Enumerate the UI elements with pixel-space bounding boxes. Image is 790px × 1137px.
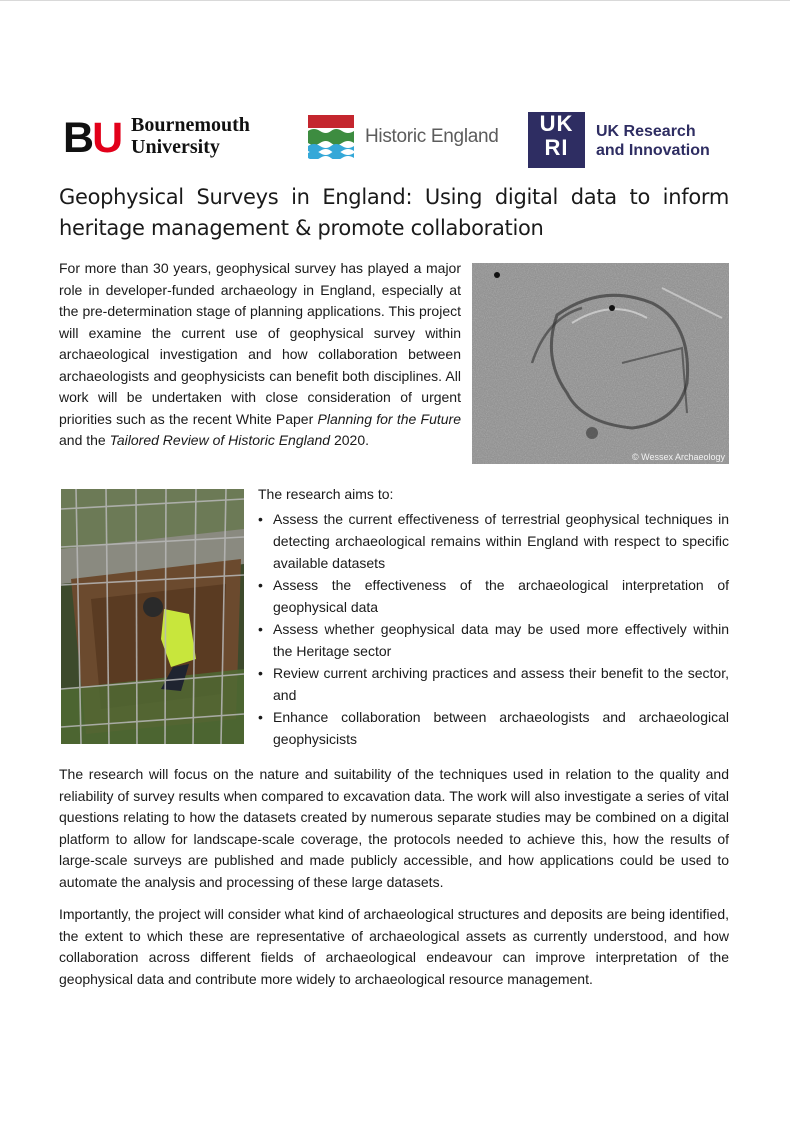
- excavation-photo: [61, 489, 244, 744]
- image-credit: © Wessex Archaeology: [631, 452, 725, 462]
- list-item: • Assess the effectiveness of the archaeological interpretation of geophysical data: [258, 574, 729, 618]
- historic-england-mark-icon: [308, 115, 354, 159]
- list-item: • Assess whether geophysical data may be used more effectively within the Heritage sector: [258, 618, 729, 662]
- historic-england-name: Historic England: [365, 126, 499, 147]
- historic-england-logo: [308, 115, 518, 161]
- aims-intro: The research aims to:: [258, 486, 394, 502]
- ukri-logo-mark: UK RI: [528, 112, 585, 168]
- intro-paragraph: For more than 30 years, geophysical survey has played a major role in developer-funded archaeology in England, especially at the pre-determination stage of planning applications. This project will examine the current use of geophysical survey within archaeological investigation and how collaboration between archaeologists and geophysicists can benefit both disciplines. All work will be undertaken with close consideration of urgent priorities such as the recent White Paper Planning for the Future and the Tailored Review of Historic England 2020.: [59, 260, 461, 448]
- geophysics-survey-image: [472, 263, 729, 464]
- aims-list: [258, 508, 729, 750]
- list-item: • Enhance collaboration between archaeologists and archaeological geophysicists: [258, 706, 729, 750]
- bu-logo-text: Bournemouth University: [131, 114, 250, 158]
- body-paragraph-1: The research will focus on the nature and suitability of the techniques used in relation to the quality and reliability of survey results when compared to excavation data. The work will also investigate a series of vital questions relating to how the datasets created by numerous separate studies may be combined on a digital platform to allow for landscape-scale coverage, the protocols needed to achieve this, how the results of large-scale surveys are published and made publicly accessible, and how applications could be used to automate the analysis and processing of these large datasets.: [59, 766, 729, 890]
- body-paragraph-2: Importantly, the project will consider what kind of archaeological structures and deposits are being identified, the extent to which these are representative of archaeological assets as currently understood, and how collaboration across different fields of archaeological endeavour can improve interpretation of the geophysical data and contribute more widely to archaeological resource management.: [59, 906, 729, 987]
- ukri-logo-text: UK Research and Innovation: [596, 123, 710, 159]
- page-top-border: [0, 0, 790, 1]
- list-item: • Review current archiving practices and assess their benefit to the sector, and: [258, 662, 729, 706]
- page-title: Geophysical Surveys in England: Using digital data to inform heritage management & promote collaboration: [59, 185, 729, 240]
- list-item: • Assess the current effectiveness of terrestrial geophysical techniques in detecting archaeological remains within England with respect to specific available datasets: [258, 508, 729, 574]
- bu-logo-mark: BU: [63, 114, 122, 162]
- ukri-logo: [528, 112, 728, 168]
- bournemouth-university-logo: [63, 114, 278, 162]
